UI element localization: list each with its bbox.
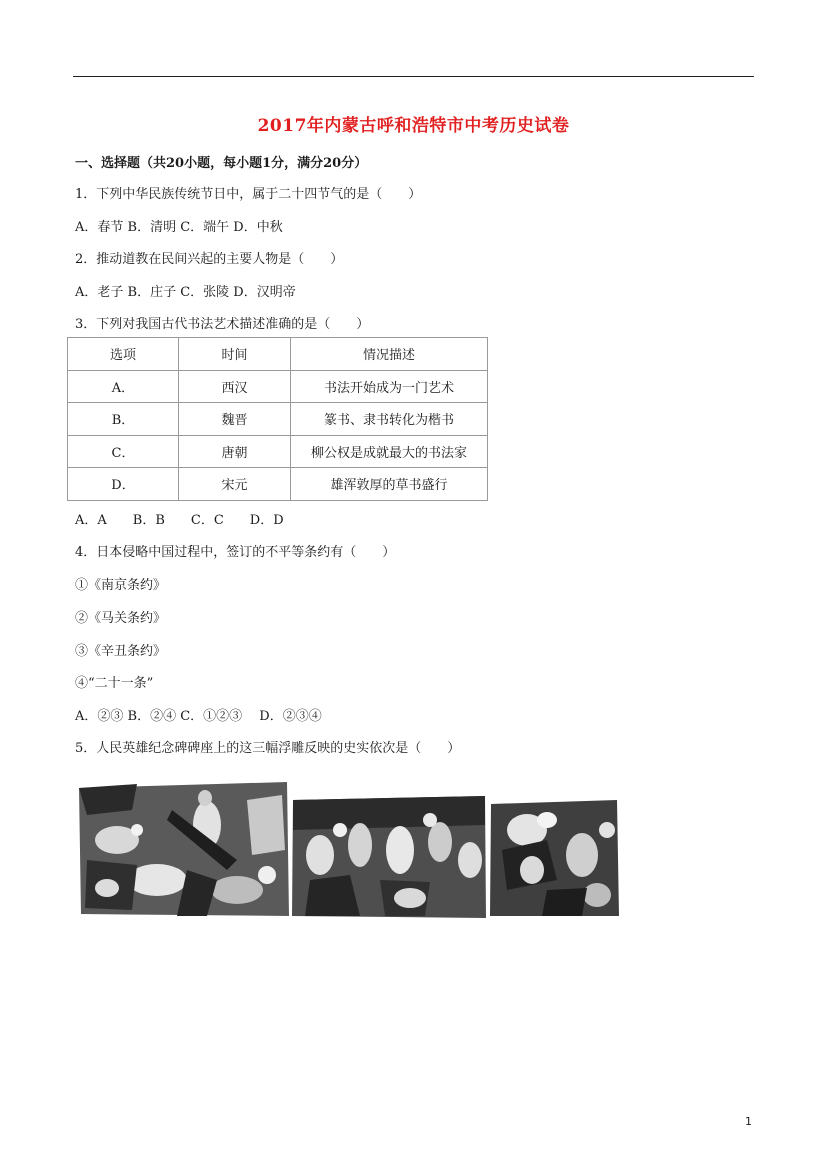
- table-row: [68, 468, 488, 501]
- relief-photo-2: [290, 770, 487, 918]
- table-header-cell: 情况描述: [291, 338, 488, 371]
- table-cell: 唐朝: [179, 435, 291, 468]
- question-2-stem: 2．推动道教在民间兴起的主要人物是（ ）: [75, 252, 344, 267]
- question-4-item: ②《马关条约》: [75, 611, 167, 626]
- table-cell: 书法开始成为一门艺术: [291, 370, 488, 403]
- question-3-stem: 3．下列对我国古代书法艺术描述准确的是（ ）: [75, 317, 370, 332]
- table-cell: 西汉: [179, 370, 291, 403]
- question-3-table: [67, 337, 488, 501]
- table-cell: D．: [68, 468, 179, 501]
- exam-title: 2017年内蒙古呼和浩特市中考历史试卷: [257, 116, 570, 136]
- question-4-item: ④“二十一条”: [75, 676, 154, 691]
- table-row: [68, 403, 488, 436]
- table-header-cell: 时间: [179, 338, 291, 371]
- table-cell: A．: [68, 370, 179, 403]
- table-header-cell: 选项: [68, 338, 179, 371]
- page-number: 1: [745, 1115, 752, 1128]
- table-cell: C．: [68, 435, 179, 468]
- section-heading: 一、选择题（共20小题，每小题1分，满分20分）: [75, 156, 368, 171]
- table-header-row: [68, 338, 488, 371]
- relief-photo-3: [487, 770, 620, 918]
- question-2-options: A．老子 B．庄子 C．张陵 D．汉明帝: [75, 285, 296, 300]
- relief-photo-1: [77, 770, 290, 918]
- question-4-stem: 4．日本侵略中国过程中，签订的不平等条约有（ ）: [75, 545, 396, 560]
- question-4-item: ③《辛丑条约》: [75, 644, 167, 659]
- question-4-item: ①《南京条约》: [75, 578, 167, 593]
- question-4-options: A．②③ B．②④ C．①②③ D．②③④: [75, 709, 322, 724]
- header-rule: [73, 76, 754, 77]
- table-cell: 宋元: [179, 468, 291, 501]
- question-3-options: A．A B．B C．C D．D: [75, 513, 284, 528]
- table-row: [68, 435, 488, 468]
- question-1-options: A．春节 B．清明 C．端午 D．中秋: [75, 220, 283, 235]
- table-cell: 魏晋: [179, 403, 291, 436]
- table-cell: 柳公权是成就最大的书法家: [291, 435, 488, 468]
- table-cell: 篆书、隶书转化为楷书: [291, 403, 488, 436]
- table-row: [68, 370, 488, 403]
- table-cell: B．: [68, 403, 179, 436]
- question-1-stem: 1．下列中华民族传统节日中，属于二十四节气的是（ ）: [75, 187, 422, 202]
- table-cell: 雄浑敦厚的草书盛行: [291, 468, 488, 501]
- question-5-stem: 5．人民英雄纪念碑碑座上的这三幅浮雕反映的史实依次是（ ）: [75, 741, 461, 756]
